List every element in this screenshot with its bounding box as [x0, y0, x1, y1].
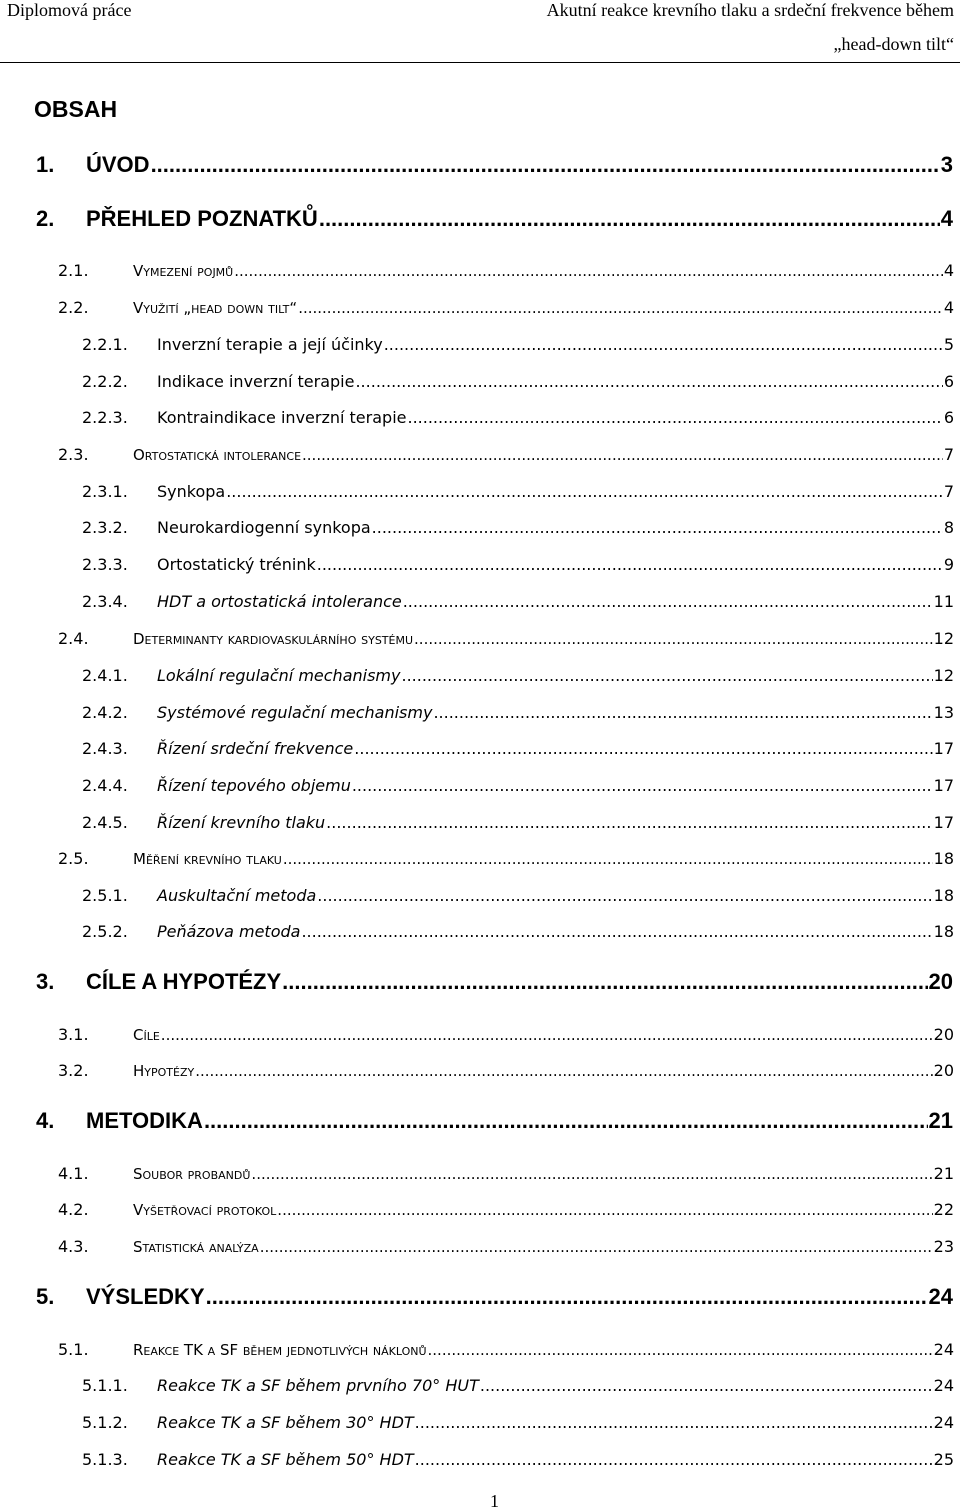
toc-entry-page: 24 [928, 1284, 953, 1309]
toc-entry-subsection[interactable] [0, 372, 960, 394]
dot-leader [282, 969, 927, 995]
header-title-line1: Akutní reakce krevního tlaku a srdeční frekvence během [546, 0, 954, 20]
toc-entry-title: Vymezení pojmů [133, 262, 234, 280]
toc-entry-title: Vyšetřovací protokol [133, 1201, 277, 1219]
toc-entry-title: Soubor probandů [133, 1165, 251, 1183]
toc-entry-title: Reakce TK a SF během jednotlivých náklonů [133, 1341, 427, 1359]
toc-entry-section[interactable] [0, 1200, 960, 1222]
dot-leader [415, 1413, 933, 1432]
toc-entry-title: Auskultační metoda [157, 886, 317, 905]
toc-entry-page: 3 [940, 152, 953, 177]
toc-entry-title: Cíle [133, 1026, 160, 1044]
header-title-line2: „head-down tilt“ [833, 34, 954, 54]
toc-entry-title: VÝSLEDKY [86, 1284, 205, 1309]
toc-entry-subsection[interactable] [0, 555, 960, 577]
page-number: 1 [490, 1491, 499, 1511]
dot-leader [415, 1450, 933, 1469]
toc-entry-number: 2.2.1. [82, 335, 128, 354]
toc-entry-page: 5 [943, 335, 954, 354]
toc-entry-title: Měření krevního tlaku [133, 850, 282, 868]
toc-entry-subsection[interactable] [0, 592, 960, 614]
toc-entry-number: 2.2.3. [82, 408, 128, 427]
toc-entry-title: Systémové regulační mechanismy [157, 703, 433, 722]
toc-entry-page: 12 [933, 629, 954, 648]
toc-entry-page: 22 [933, 1200, 954, 1219]
toc-entry-page: 25 [933, 1450, 954, 1469]
toc-entry-title: Kontraindikace inverzní terapie [157, 408, 407, 427]
toc-entry-page: 23 [933, 1237, 954, 1256]
dot-leader [301, 922, 932, 941]
toc-entry-title: Neurokardiogenní synkopa [157, 518, 371, 537]
toc-entry-number: 2.4.4. [82, 776, 128, 795]
toc-entry-number: 5.1.3. [82, 1450, 128, 1469]
toc-entry-title: Reakce TK a SF během 30° HDT [157, 1413, 414, 1432]
toc-entry-page: 21 [933, 1164, 954, 1183]
toc-entry-title: HDT a ortostatická intolerance [157, 592, 402, 611]
toc-entry-subsection[interactable] [0, 1413, 960, 1435]
toc-entry-number: 2.4.1. [82, 666, 128, 685]
toc-entry-number: 2.2.2. [82, 372, 128, 391]
toc-entry-subsection[interactable] [0, 886, 960, 908]
toc-entry-subsection[interactable] [0, 813, 960, 835]
toc-entry-title: Řízení tepového objemu [157, 776, 351, 795]
dot-leader [204, 1108, 928, 1134]
toc-entry-number: 2.1. [58, 261, 89, 280]
toc-entry-section[interactable] [0, 261, 960, 283]
toc-entry-page: 18 [933, 886, 954, 905]
toc-entry-page: 6 [943, 372, 954, 391]
toc-entry-subsection[interactable] [0, 776, 960, 798]
toc-entry-title: Využití „head down tilt“ [133, 299, 298, 317]
header-rule [0, 62, 960, 63]
dot-leader [401, 666, 932, 685]
toc-entry-page: 21 [928, 1108, 953, 1133]
toc-entry-number: 2.5.1. [82, 886, 128, 905]
toc-entry-title: ÚVOD [86, 152, 150, 177]
dot-leader [372, 518, 943, 537]
toc-entry-section[interactable] [0, 1237, 960, 1259]
toc-entry-title: Řízení srdeční frekvence [157, 739, 354, 758]
dot-leader [226, 482, 943, 501]
toc-entry-title: PŘEHLED POZNATKŮ [86, 206, 318, 231]
toc-entry-page: 20 [933, 1061, 954, 1080]
toc-entry-title: Peňázova metoda [157, 922, 301, 941]
toc-entry-page: 24 [933, 1340, 954, 1359]
toc-entry-title: Ortostatický trénink [157, 555, 316, 574]
dot-leader [384, 335, 943, 354]
toc-entry-page: 9 [943, 555, 954, 574]
toc-entry-title: METODIKA [86, 1108, 203, 1133]
toc-entry-subsection[interactable] [0, 482, 960, 504]
dot-leader [260, 1238, 933, 1256]
toc-entry-title: Lokální regulační mechanismy [157, 666, 401, 685]
dot-leader [302, 446, 943, 464]
toc-entry-number: 5.1. [58, 1340, 89, 1359]
toc-entry-number: 3.2. [58, 1061, 89, 1080]
dot-leader [352, 776, 933, 795]
toc-entry-section[interactable] [0, 298, 960, 320]
toc-entry-title: Statistická analýza [133, 1238, 259, 1256]
dot-leader [251, 1165, 932, 1183]
toc-entry-number: 4. [36, 1108, 55, 1133]
dot-leader [407, 408, 942, 427]
toc-entry-title: Reakce TK a SF během prvního 70° HUT [157, 1376, 479, 1395]
toc-entry-page: 17 [933, 739, 954, 758]
toc-entry-page: 13 [933, 703, 954, 722]
toc-entry-number: 2.3.1. [82, 482, 128, 501]
toc-entry-page: 8 [943, 518, 954, 537]
toc-entry-number: 2.3.2. [82, 518, 128, 537]
toc-entry-page: 7 [943, 482, 954, 501]
toc-entry-subsection[interactable] [0, 922, 960, 944]
running-header [0, 0, 960, 64]
dot-leader [161, 1026, 933, 1044]
toc-entry-page: 17 [933, 813, 954, 832]
toc-entry-title: Reakce TK a SF během 50° HDT [157, 1450, 414, 1469]
toc-entry-number: 4.3. [58, 1237, 89, 1256]
toc-entry-page: 20 [933, 1025, 954, 1044]
toc-entry-title: Ortostatická intolerance [133, 446, 302, 464]
toc-entry-title: Hypotézy [133, 1062, 195, 1080]
toc-entry-subsection[interactable] [0, 1376, 960, 1398]
dot-leader [433, 703, 932, 722]
toc-entry-section[interactable] [0, 1340, 960, 1362]
toc-entry-page: 20 [928, 969, 953, 994]
toc-entry-chapter[interactable] [0, 152, 960, 180]
dot-leader [355, 372, 942, 391]
toc-entry-subsection[interactable] [0, 666, 960, 688]
dot-leader [298, 299, 943, 317]
toc-entry-number: 5.1.1. [82, 1376, 128, 1395]
toc-entry-page: 12 [933, 666, 954, 685]
toc-entry-section[interactable] [0, 1164, 960, 1186]
dot-leader [403, 592, 933, 611]
toc-title: OBSAH [34, 96, 118, 122]
toc-entry-page: 11 [933, 592, 954, 611]
toc-entry-number: 5.1.2. [82, 1413, 128, 1432]
toc-entry-chapter[interactable] [0, 1108, 960, 1136]
toc-entry-page: 24 [933, 1413, 954, 1432]
toc-entry-subsection[interactable] [0, 739, 960, 761]
dot-leader [317, 886, 932, 905]
dot-leader [319, 206, 940, 232]
toc-entry-number: 3. [36, 969, 55, 994]
dot-leader [428, 1341, 933, 1359]
toc-entry-title: Řízení krevního tlaku [157, 813, 326, 832]
toc-entry-number: 2.4. [58, 629, 89, 648]
toc-entry-section[interactable] [0, 1061, 960, 1083]
dot-leader [283, 850, 933, 868]
toc-entry-section[interactable] [0, 1025, 960, 1047]
toc-entry-page: 4 [943, 298, 954, 317]
toc-entry-section[interactable] [0, 849, 960, 871]
dot-leader [206, 1284, 928, 1310]
toc-entry-number: 2.5.2. [82, 922, 128, 941]
toc-entry-page: 17 [933, 776, 954, 795]
toc-entry-page: 7 [943, 445, 954, 464]
toc-entry-title: CÍLE A HYPOTÉZY [86, 969, 282, 994]
toc-entry-number: 3.1. [58, 1025, 89, 1044]
dot-leader [195, 1062, 932, 1080]
toc-entry-chapter[interactable] [0, 206, 960, 234]
dot-leader [151, 152, 940, 178]
toc-entry-subsection[interactable] [0, 335, 960, 357]
toc-entry-number: 4.1. [58, 1164, 89, 1183]
toc-entry-number: 5. [36, 1284, 55, 1309]
toc-entry-title: Inverzní terapie a její účinky [157, 335, 383, 354]
toc-entry-number: 2.4.5. [82, 813, 128, 832]
toc-entry-number: 4.2. [58, 1200, 89, 1219]
toc-entry-subsection[interactable] [0, 703, 960, 725]
toc-entry-subsection[interactable] [0, 518, 960, 540]
toc-entry-subsection[interactable] [0, 408, 960, 430]
dot-leader [234, 262, 943, 280]
toc-entry-title: Determinanty kardiovaskulárního systému [133, 630, 414, 648]
toc-entry-section[interactable] [0, 445, 960, 467]
toc-entry-number: 2.4.3. [82, 739, 128, 758]
dot-leader [414, 630, 933, 648]
toc-entry-number: 2.3. [58, 445, 89, 464]
toc-entry-page: 18 [933, 849, 954, 868]
toc-entry-number: 2.4.2. [82, 703, 128, 722]
toc-entry-number: 2. [36, 206, 55, 231]
dot-leader [480, 1376, 933, 1395]
dot-leader [354, 739, 932, 758]
toc-entry-page: 4 [940, 206, 953, 231]
toc-entry-page: 24 [933, 1376, 954, 1395]
toc-entry-page: 4 [943, 261, 954, 280]
toc-entry-number: 2.2. [58, 298, 89, 317]
toc-entry-subsection[interactable] [0, 1450, 960, 1472]
toc-entry-chapter[interactable] [0, 969, 960, 997]
toc-entry-number: 2.3.3. [82, 555, 128, 574]
toc-entry-title: Synkopa [157, 482, 226, 501]
dot-leader [317, 555, 943, 574]
dot-leader [277, 1201, 932, 1219]
toc-entry-number: 2.5. [58, 849, 89, 868]
toc-entry-title: Indikace inverzní terapie [157, 372, 355, 391]
toc-entry-number: 1. [36, 152, 55, 177]
toc-entry-page: 18 [933, 922, 954, 941]
dot-leader [326, 813, 932, 832]
toc-entry-chapter[interactable] [0, 1284, 960, 1312]
toc-entry-number: 2.3.4. [82, 592, 128, 611]
header-document-type: Diplomová práce [7, 0, 132, 20]
toc-entry-section[interactable] [0, 629, 960, 651]
toc-entry-page: 6 [943, 408, 954, 427]
